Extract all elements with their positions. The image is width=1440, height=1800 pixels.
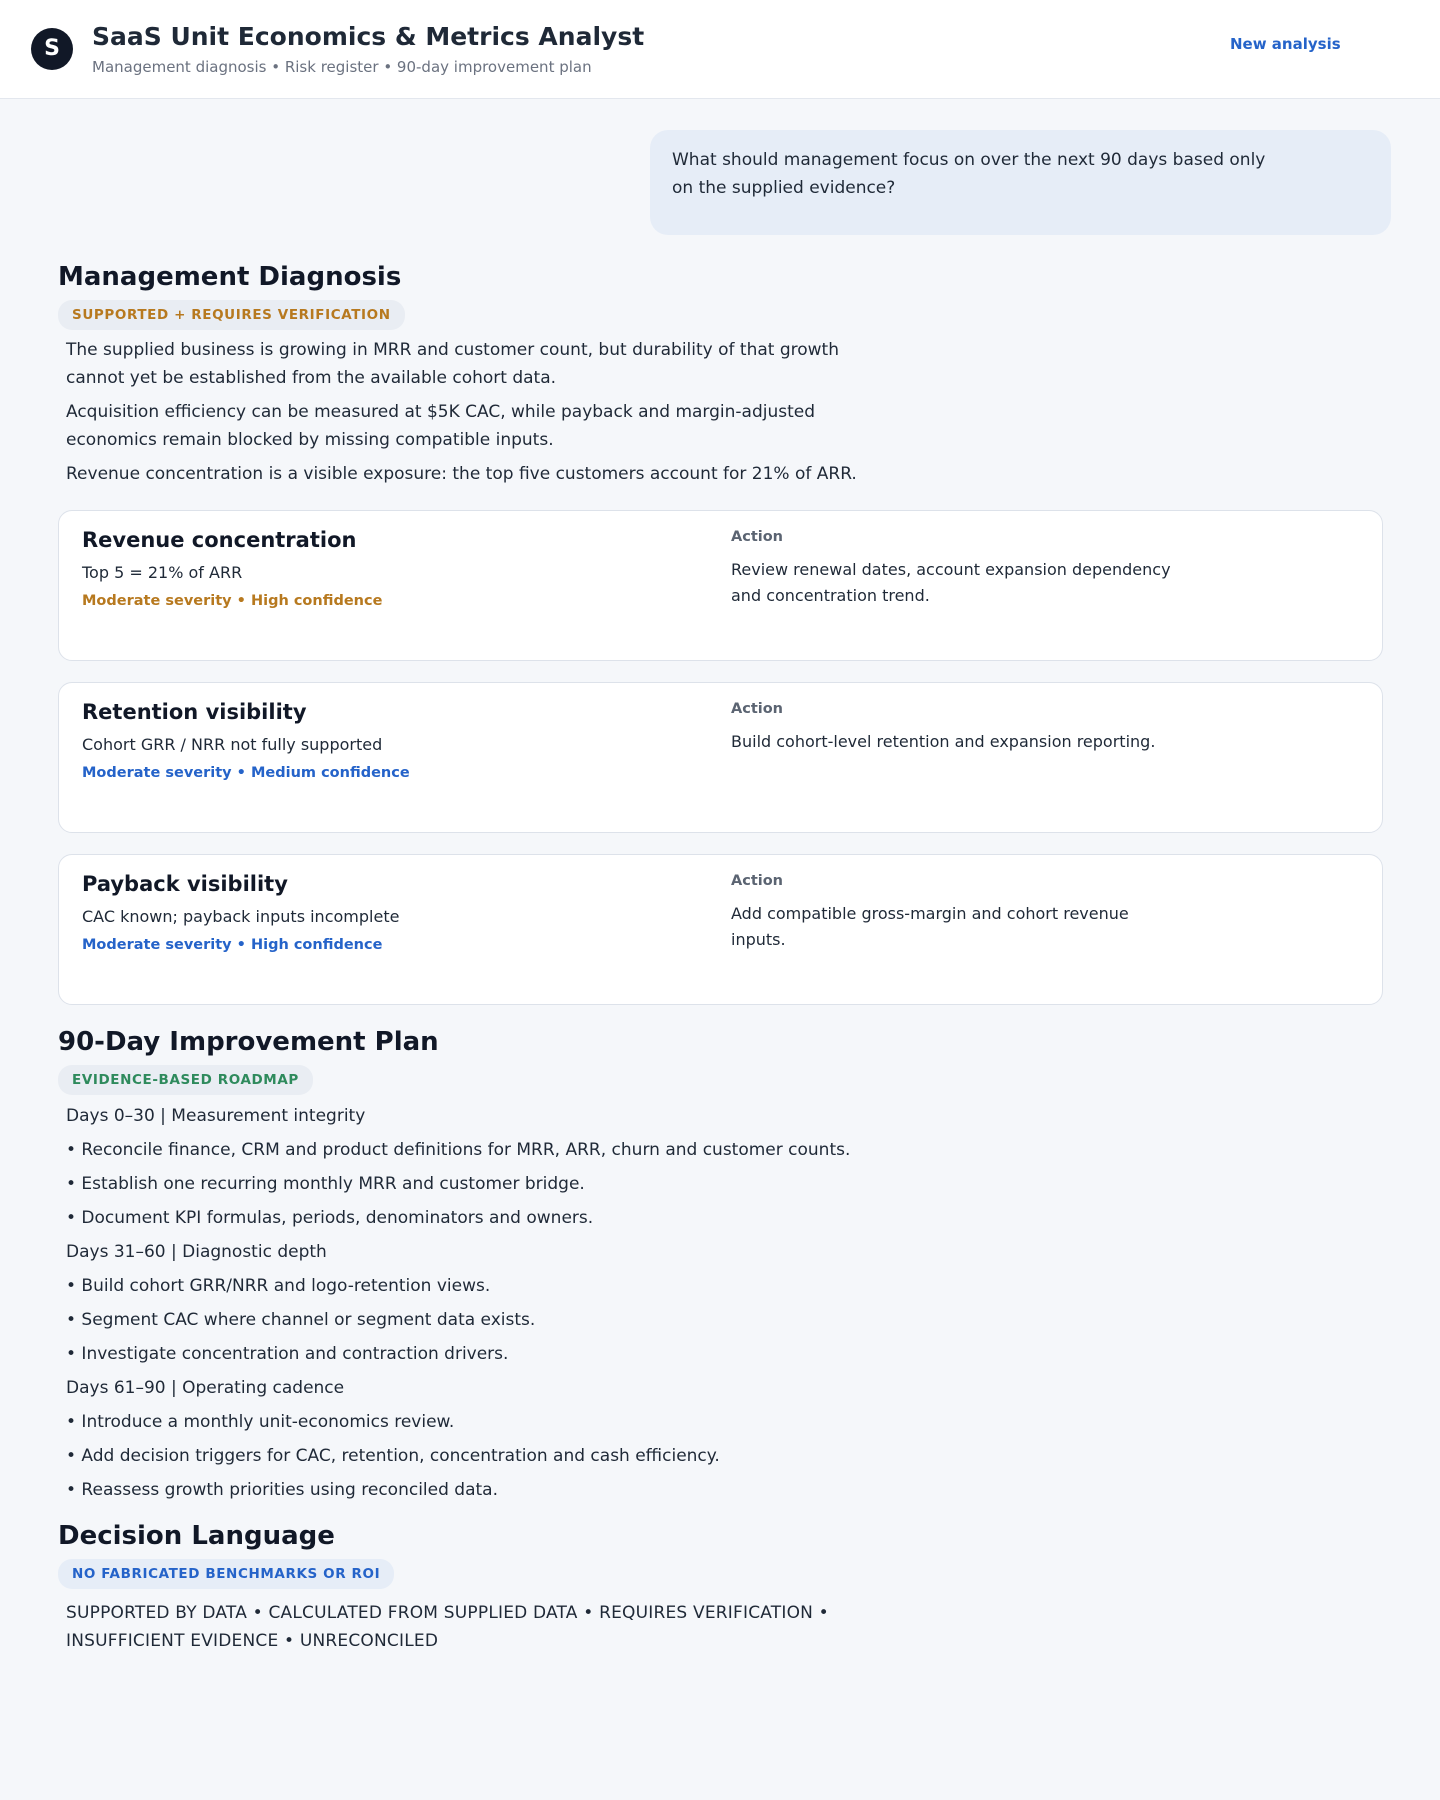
risk-card-revenue-concentration <box>58 510 1383 661</box>
app-title: SaaS Unit Economics & Metrics Analyst <box>92 22 645 51</box>
risk-card-severity: Moderate severity • Medium confidence <box>82 765 410 781</box>
diagnosis-title: Management Diagnosis <box>58 262 402 292</box>
plan-list <box>66 1099 1383 1507</box>
new-analysis-button[interactable]: New analysis <box>1230 35 1341 53</box>
diagnosis-paragraph: Revenue concentration is a visible exposure: the top five customers account for 21% of ARR. <box>66 464 857 484</box>
diagnosis-paragraph: Acquisition efficiency can be measured at $5K CAC, while payback and margin-adjusted economics remain blocked by missing compatible inputs. <box>66 402 816 450</box>
risk-card-action: Review renewal dates, account expansion dependency and concentration trend. <box>731 560 1171 605</box>
risk-card-action-label: Action <box>731 529 784 545</box>
avatar: S <box>31 28 73 70</box>
app-header <box>0 0 1440 99</box>
diagnosis-badge: SUPPORTED + REQUIRES VERIFICATION <box>58 300 405 330</box>
plan-item: • Document KPI formulas, periods, denominators and owners. <box>66 1208 594 1228</box>
risk-card-action-label: Action <box>731 701 784 717</box>
plan-item: • Investigate concentration and contraction drivers. <box>66 1344 509 1364</box>
plan-phase-heading: Days 61–90 | Operating cadence <box>66 1378 345 1398</box>
risk-card-title: Retention visibility <box>82 700 307 724</box>
risk-card-action: Build cohort-level retention and expansion reporting. <box>731 732 1156 751</box>
risk-card-metric: CAC known; payback inputs incomplete <box>82 907 400 926</box>
risk-card-severity: Moderate severity • High confidence <box>82 593 383 609</box>
plan-item: • Establish one recurring monthly MRR and customer bridge. <box>66 1174 585 1194</box>
decision-title: Decision Language <box>58 1521 335 1551</box>
plan-item: • Reconcile finance, CRM and product definitions for MRR, ARR, churn and customer counts. <box>66 1140 851 1160</box>
risk-card-retention-visibility <box>58 682 1383 833</box>
plan-phase-heading: Days 31–60 | Diagnostic depth <box>66 1242 327 1262</box>
risk-card-title: Revenue concentration <box>82 528 357 552</box>
plan-item: • Reassess growth priorities using reconciled data. <box>66 1480 498 1500</box>
diagnosis-paragraphs <box>66 336 866 488</box>
plan-title: 90-Day Improvement Plan <box>58 1027 439 1057</box>
risk-card-action: Add compatible gross-margin and cohort revenue inputs. <box>731 904 1129 949</box>
risk-card-title: Payback visibility <box>82 872 288 896</box>
app-subtitle: Management diagnosis • Risk register • 90-day improvement plan <box>92 58 592 76</box>
diagnosis-paragraph: The supplied business is growing in MRR and customer count, but durability of that growth cannot yet be established from the available cohort data. <box>66 340 839 388</box>
user-message-bubble <box>650 130 1391 235</box>
user-message-text: What should management focus on over the next 90 days based only on the supplied evidence? <box>672 150 1266 198</box>
risk-card-metric: Cohort GRR / NRR not fully supported <box>82 735 383 754</box>
risk-card-severity: Moderate severity • High confidence <box>82 937 383 953</box>
decision-labels: SUPPORTED BY DATA • CALCULATED FROM SUPPLIED DATA • REQUIRES VERIFICATION • INSUFFICIENT EVIDENCE • UNRECONCILED <box>66 1603 829 1651</box>
decision-badge: NO FABRICATED BENCHMARKS OR ROI <box>58 1559 394 1589</box>
plan-item: • Introduce a monthly unit-economics review. <box>66 1412 455 1432</box>
plan-phase-heading: Days 0–30 | Measurement integrity <box>66 1106 366 1126</box>
assistant-response <box>58 258 1383 1655</box>
plan-badge: EVIDENCE-BASED ROADMAP <box>58 1065 313 1095</box>
plan-item: • Add decision triggers for CAC, retention, concentration and cash efficiency. <box>66 1446 720 1466</box>
risk-card-metric: Top 5 = 21% of ARR <box>82 563 243 582</box>
risk-card-payback-visibility <box>58 854 1383 1005</box>
plan-item: • Build cohort GRR/NRR and logo-retention views. <box>66 1276 491 1296</box>
risk-card-action-label: Action <box>731 873 784 889</box>
plan-item: • Segment CAC where channel or segment data exists. <box>66 1310 536 1330</box>
